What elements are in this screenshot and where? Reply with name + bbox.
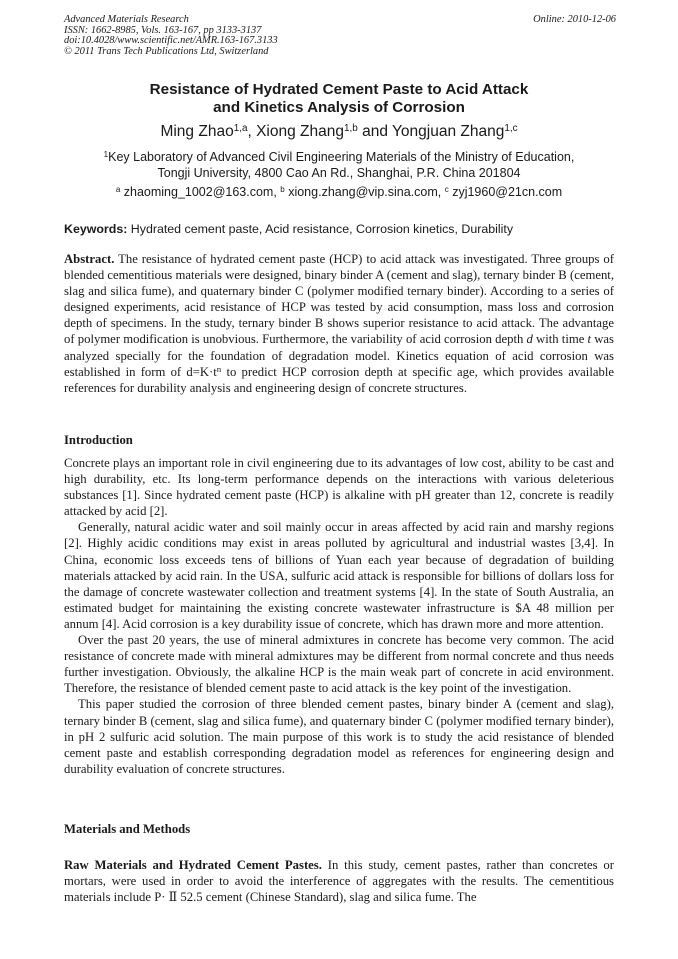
- title-line-2: and Kinetics Analysis of Corrosion: [213, 99, 465, 116]
- abstract: [64, 251, 614, 396]
- methods-subheading: Raw Materials and Hydrated Cement Pastes.: [64, 858, 322, 872]
- affiliation: [64, 149, 614, 181]
- abstract-label: Abstract.: [64, 252, 115, 266]
- abstract-var-t: t: [587, 332, 592, 347]
- email-a: zhaoming_1002@163.com,: [120, 185, 281, 199]
- paper-title: [64, 81, 614, 117]
- introduction-body: [64, 455, 614, 777]
- doi-line: doi:10.4028/www.scientific.net/AMR.163-167.3133: [64, 35, 278, 47]
- email-c: zyj1960@21cn.com: [448, 185, 563, 199]
- journal-name: Advanced Materials Research: [64, 14, 189, 25]
- abstract-text-1: The resistance of hydrated cement paste (HCP) to acid attack was investigated. Three groups of blended cementitious materials were designed, binary binder A (cement and slag), ternary binder B (cement, slag and silica fume), and quaternary binder C (polymer modified ternary binder). According to a series of designed experiments, acid resistance of HCP was tested by acid consumption, mass loss and corrosion depth of specimens. In the study, ternary binder B shows superior resistance to acid attack. The advantage of polymer modification is unobvious. Furthermore, the variability of acid corrosion depth: [64, 252, 614, 347]
- affiliation-text-1: Key Laboratory of Advanced Civil Engineering Materials of the Ministry of Education,: [108, 150, 575, 164]
- methods-body: [64, 857, 614, 905]
- author-emails: [64, 184, 614, 200]
- author-sep-2: and: [357, 123, 392, 140]
- intro-paragraph-2: Generally, natural acidic water and soil mainly occur in areas affected by acid rain and marshy regions [2]. Highly acidic conditions may exist in areas polluted by agricultural and industrial wastes [3,4]. In China, economic loss exceeds tens of billions of Yuan each year because of degradation of building materials attacked by acid rain. In the USA, sulfuric acid attack is responsible for billions of dollars loss for the damage of concrete wastewater collection and treatment systems [4]. In the state of South Australia, an estimated budget for maintaining the existing concrete wastewater infrastructure is $A 48 million per annum [4]. Acid corrosion is a key durability issue of concrete, which has drawn more and more attention.: [64, 520, 614, 631]
- intro-paragraph-4: This paper studied the corrosion of three blended cement pastes, binary binder A (cement and slag), ternary binder B (cement, slag and silica fume), and quaternary binder C (polymer modified ternary binder), in pH 2 sulfuric acid solution. The main purpose of this work is to study the acid resistance of blended cement paste and establish corresponding degradation model as references for engineering design and durability evaluation of concrete structures.: [64, 697, 614, 776]
- email-a-mark: a: [115, 184, 121, 194]
- email-c-mark: c: [444, 184, 449, 194]
- intro-paragraph-1: Concrete plays an important role in civil engineering due to its advantages of low cost, ability to be cast and high durability, etc. Its long-term performance depends on the interactions with various deleterious substances [1]. Since hydrated cement paste (HCP) is alkaline with pH greater than 12, concrete is readily attacked by acid [2].: [64, 456, 614, 519]
- author-list: [64, 122, 614, 142]
- abstract-var-d: d: [526, 332, 533, 347]
- author-sep-1: ,: [247, 123, 257, 140]
- copyright-line: © 2011 Trans Tech Publications Ltd, Switzerland: [64, 45, 269, 57]
- affiliation-line-2: Tongji University, 4800 Cao An Rd., Shanghai, P.R. China 201804: [157, 166, 521, 180]
- keywords-text: Hydrated cement paste, Acid resistance, Corrosion kinetics, Durability: [127, 222, 514, 236]
- issn-line: ISSN: 1662-8985, Vols. 163-167, pp 3133-3137: [64, 24, 262, 36]
- author-3-affil: 1,c: [504, 122, 518, 134]
- methods-text: In this study, cement pastes, rather than concretes or mortars, were used in order to avoid the interference of aggregates with the results. The cementitious materials include P· Ⅱ 52.5 cement (Chinese Standard), slag and silica fume. The: [64, 858, 614, 905]
- author-2: Xiong Zhang: [256, 123, 344, 140]
- journal-header: [64, 15, 278, 57]
- email-b-mark: b: [280, 184, 285, 194]
- affiliation-mark: 1: [103, 149, 109, 159]
- author-3: Yongjuan Zhang: [391, 123, 505, 140]
- intro-paragraph-3: Over the past 20 years, the use of mineral admixtures in concrete has become very common. The acid resistance of concrete made with mineral admixtures may be different from normal concrete and thus needs further investigation. Obviously, the alkaline HCP is the main weak part of concrete in acid environment. Therefore, the resistance of blended cement paste to acid attack is the key point of the investigation.: [64, 633, 614, 696]
- author-1: Ming Zhao: [160, 123, 234, 140]
- title-line-1: Resistance of Hydrated Cement Paste to Acid Attack: [149, 81, 529, 98]
- methods-paragraph: [64, 857, 614, 905]
- abstract-text-3: was analyzed specially for the foundation of degradation model. Kinetics equation of acid corrosion was established in form of d=K·t: [64, 332, 614, 379]
- keywords-label: Keywords:: [64, 222, 128, 236]
- abstract-sup-n: n: [216, 363, 222, 374]
- abstract-text-2: with time: [532, 332, 588, 347]
- author-1-affil: 1,a: [233, 122, 248, 134]
- affiliation-line-1: [64, 149, 614, 165]
- author-2-affil: 1,b: [344, 122, 358, 134]
- abstract-text-4: to predict HCP corrosion depth at specific age, which provides available references for durability analysis and engineering design of concrete structures.: [64, 364, 614, 395]
- section-heading-methods: Materials and Methods: [64, 822, 191, 836]
- email-b: xiong.zhang@vip.sina.com,: [284, 185, 445, 199]
- keywords: [64, 221, 616, 237]
- abstract-paragraph: [64, 251, 614, 396]
- online-date: Online: 2010-12-06: [533, 14, 616, 25]
- section-heading-introduction: Introduction: [64, 433, 133, 447]
